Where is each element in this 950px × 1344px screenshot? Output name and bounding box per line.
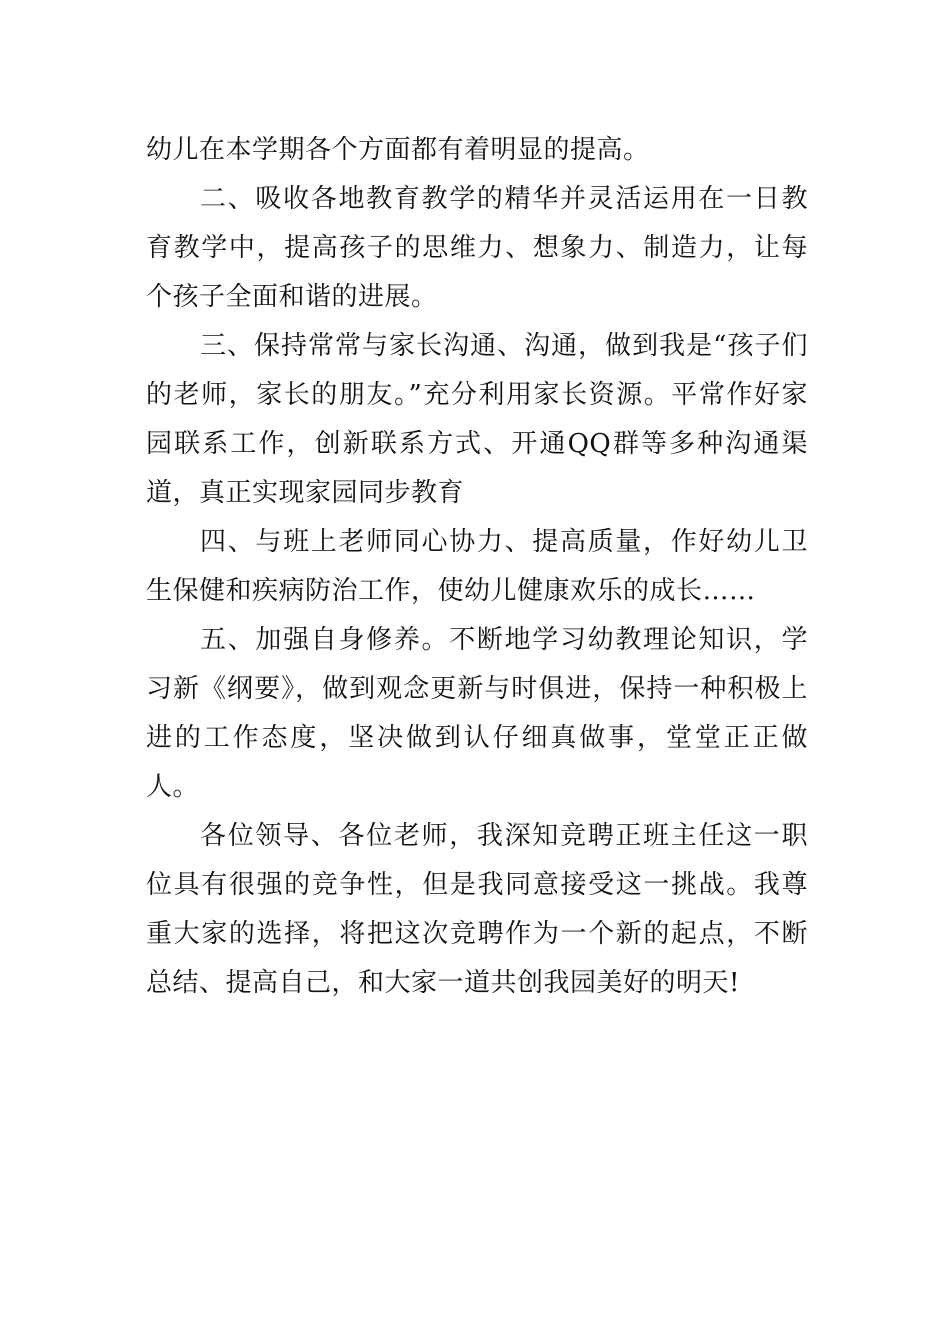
paragraph-item-2: 二、吸收各地教育教学的精华并灵活运用在一日教育教学中，提高孩子的思维力、想象力、制造力，让每个孩子全面和谐的进展。 <box>146 184 808 312</box>
paragraph-item-4: 四、与班上老师同心协力、提高质量，作好幼儿卫生保健和疾病防治工作，使幼儿健康欢乐的成长…… <box>146 527 808 606</box>
paragraph-continuation: 幼儿在本学期各个方面都有着明显的提高。 <box>146 135 650 165</box>
paragraph-item-5: 五、加强自身修养。不断地学习幼教理论知识，学习新《纲要》，做到观念更新与时俱进，保持一种积极上进的工作态度，坚决做到认仔细真做事，堂堂正正做人。 <box>146 625 808 802</box>
paragraph-item-3: 三、保持常常与家长沟通、沟通，做到我是“孩子们的老师，家长的朋友。”充分利用家长资源。平常作好家园联系工作，创新联系方式、开通QQ群等多种沟通渠道，真正实现家园同步教育 <box>146 331 808 508</box>
paragraph-closing: 各位领导、各位老师，我深知竞聘正班主任这一职位具有很强的竞争性，但是我同意接受这一挑战。我尊重大家的选择，将把这次竞聘作为一个新的起点，不断总结、提高自己，和大家一道共创我园美好的明天! <box>146 821 808 998</box>
document-body <box>146 126 808 1008</box>
